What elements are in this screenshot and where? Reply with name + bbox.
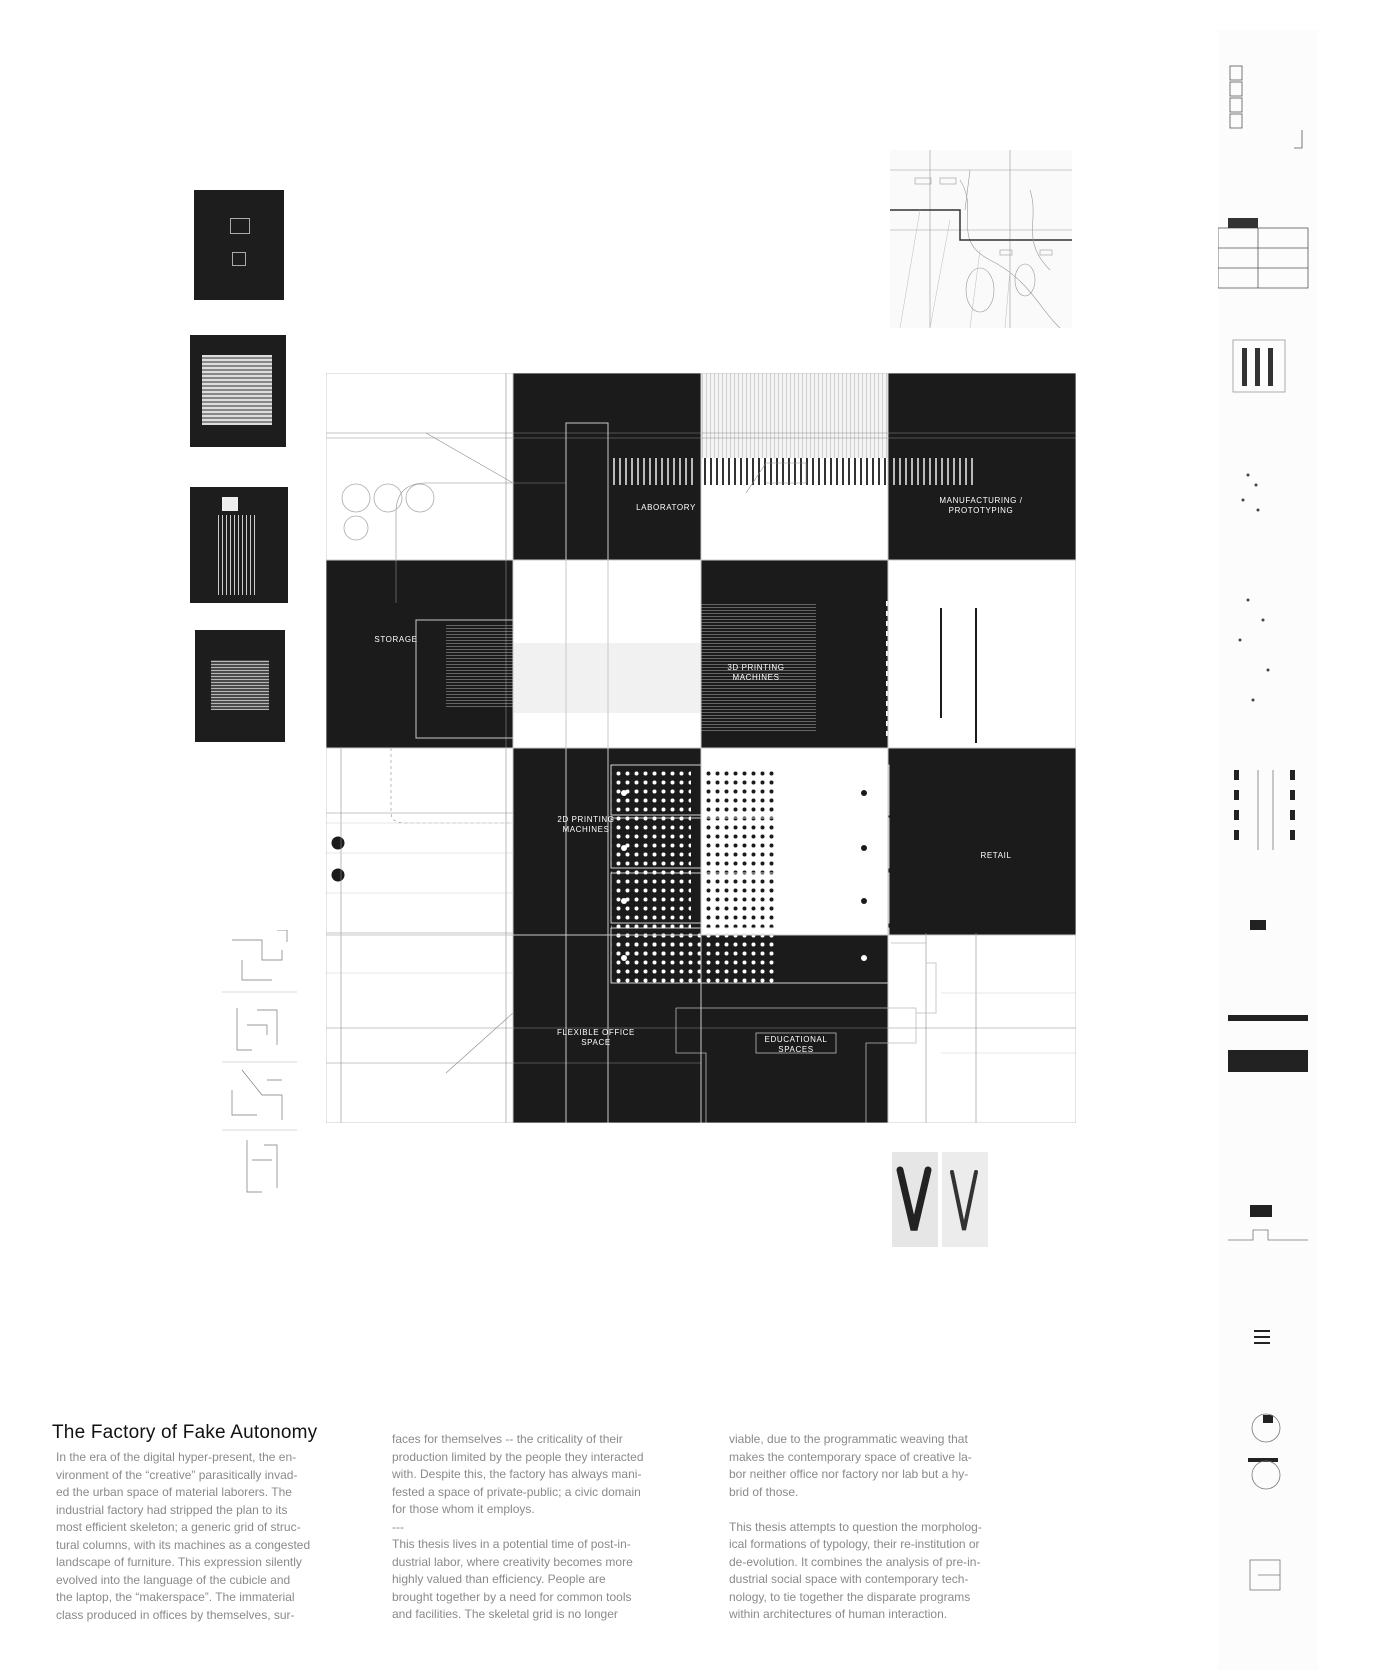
label-retail: RETAIL [980, 851, 1012, 860]
text-column-2: faces for themselves -- the criticality of their production limited by the people they interacted with. Despite this, the factory has always mani- fested a space of private-public; a civic domain for those whom it employs. --- This thesis lives in a potential time of post-in- dustrial labor, where creativity becomes more highly valued than efficiency. People are brought together by a need for common tools and facilities. The skeletal grid is no longer [392, 1432, 644, 1621]
textile-swatch-3 [190, 487, 288, 603]
label-educational: EDUCATIONAL SPACES [764, 1035, 828, 1054]
text-column-1: In the era of the digital hyper-present, the en- vironment of the “creative” parasitically invad- ed the urban space of material laborers. The industrial factory had stripped the plan to its most efficient skeleton; a generic grid of struc- tural columns, with its machines as a congested landscape of furniture. This expression silently evolved into the language of the cubicle and the laptop, the “makerspace”. The immaterial class produced in offices by themselves, sur- [56, 1450, 311, 1622]
label-flexible-office: FLEXIBLE OFFICE SPACE [557, 1028, 635, 1047]
v-sample-photo-2 [942, 1152, 988, 1247]
page-title: The Factory of Fake Autonomy [52, 1422, 318, 1443]
label-storage: STORAGE [374, 635, 418, 644]
label-2d-printing: 2D PRINTING MACHINES [557, 815, 615, 834]
v-sample-photo-1 [892, 1152, 938, 1247]
plan-sketches [222, 930, 302, 1200]
label-manufacturing: MANUFACTURING / PROTOTYPING [939, 496, 1023, 515]
label-laboratory: LABORATORY [636, 503, 696, 512]
text-column-3: viable, due to the programmatic weaving that makes the contemporary space of creative la- bor neither office nor factory nor lab but a hy- brid of those. This thesis attempts to question the morpholog- ical formations of typology, their re-institution or de-evolution. It combines the analysis of pre-in- dustrial social space with contemporary tech- nology, to tie together the disparate programs within architectures of human interaction. [729, 1432, 982, 1621]
textile-swatch-2 [190, 335, 286, 447]
diagram-strip [1218, 30, 1318, 1670]
site-map [890, 150, 1072, 328]
textile-swatch-1 [194, 190, 284, 300]
label-3d-printing: 3D PRINTING MACHINES [727, 663, 785, 682]
floor-plan [326, 373, 1076, 1123]
textile-swatch-4 [195, 630, 285, 742]
